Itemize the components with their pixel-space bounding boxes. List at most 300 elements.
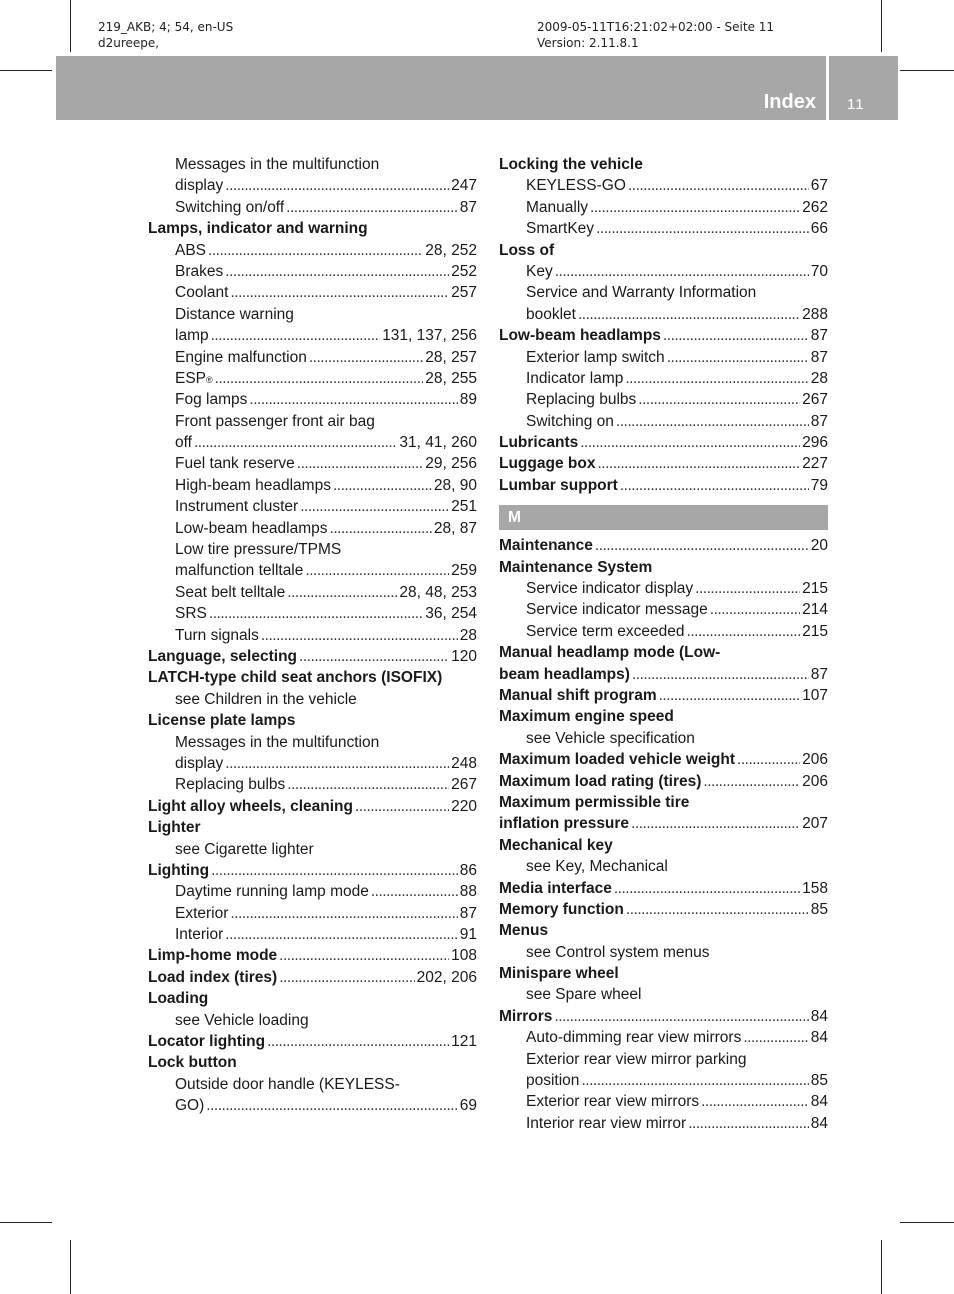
dot-leader xyxy=(638,389,800,410)
dot-leader xyxy=(371,881,458,902)
index-entry xyxy=(148,218,477,239)
doc-code: 219_AKB; 4; 54, en-US xyxy=(98,20,234,34)
dot-leader xyxy=(225,175,449,196)
entry-term: beam headlamps) xyxy=(499,665,630,683)
index-entry xyxy=(499,411,828,432)
entry-term: Exterior rear view mirrors xyxy=(526,1093,700,1111)
version: Version: 2.11.8.1 xyxy=(537,36,639,50)
entry-page: 121 xyxy=(451,1033,477,1051)
entry-term: SRS xyxy=(175,605,207,623)
section-letter-bar xyxy=(499,505,828,530)
entry-term: ESP xyxy=(175,369,207,387)
dot-leader xyxy=(225,261,449,282)
entry-page: 296 xyxy=(802,434,828,452)
index-entry xyxy=(499,1027,828,1048)
index-entry xyxy=(499,642,828,663)
dot-leader xyxy=(632,664,809,685)
entry-term: position xyxy=(526,1072,580,1090)
index-entry xyxy=(148,240,477,261)
index-entry xyxy=(499,835,828,856)
entry-page: 87 xyxy=(810,412,828,430)
index-entry xyxy=(499,197,828,218)
dot-leader xyxy=(628,175,809,196)
dot-leader xyxy=(211,325,381,346)
entry-term: License plate lamps xyxy=(148,712,296,730)
entry-term: Maximum permissible tire xyxy=(499,793,690,811)
index-entry xyxy=(499,1049,828,1070)
index-entry xyxy=(499,432,828,453)
dot-leader xyxy=(215,368,424,389)
entry-term: Exterior lamp switch xyxy=(526,348,665,366)
dot-leader xyxy=(267,1031,449,1052)
entry-page: 28, 255 xyxy=(425,369,477,387)
index-entry xyxy=(148,453,477,474)
dot-leader xyxy=(206,1095,457,1116)
entry-term: Light alloy wheels, cleaning xyxy=(148,797,353,815)
index-entry xyxy=(499,557,828,578)
dot-leader xyxy=(279,945,449,966)
index-entry xyxy=(148,945,477,966)
index-entry xyxy=(499,984,828,1005)
entry-page: 202, 206 xyxy=(416,968,477,986)
index-entry xyxy=(148,689,477,710)
entry-page: 85 xyxy=(810,1072,828,1090)
entry-page: 28, 48, 253 xyxy=(399,583,477,601)
index-entry: ESP ® . . . 28, 255 xyxy=(148,368,477,389)
entry-term: Low tire pressure/TPMS xyxy=(175,541,342,559)
entry-term: Service indicator display xyxy=(526,580,694,598)
entry-page: 108 xyxy=(451,947,477,965)
entry-page: 28, 252 xyxy=(425,241,477,259)
entry-page: 288 xyxy=(802,305,828,323)
dot-leader xyxy=(667,347,809,368)
dot-leader xyxy=(626,899,809,920)
index-entry xyxy=(499,813,828,834)
index-entry xyxy=(499,282,828,303)
index-group-l xyxy=(499,154,828,496)
entry-term: Turn signals xyxy=(175,626,259,644)
index-entry xyxy=(499,963,828,984)
dot-leader xyxy=(300,496,449,517)
index-entry xyxy=(148,774,477,795)
index-entry xyxy=(148,518,477,539)
index-entry xyxy=(499,535,828,556)
entry-term: Brakes xyxy=(175,262,224,280)
entry-page: 84 xyxy=(810,1029,828,1047)
index-entry xyxy=(499,856,828,877)
entry-page: 66 xyxy=(810,220,828,238)
entry-page: 79 xyxy=(810,476,828,494)
dot-leader xyxy=(305,560,449,581)
index-entry xyxy=(499,347,828,368)
crop-mark xyxy=(900,70,954,71)
dot-leader xyxy=(299,646,449,667)
index-entry xyxy=(499,261,828,282)
entry-page: 267 xyxy=(802,391,828,409)
entry-term: Maintenance System xyxy=(499,558,653,576)
entry-term: LATCH-type child seat anchors (ISOFIX) xyxy=(148,669,443,687)
index-entry xyxy=(499,453,828,474)
index-entry xyxy=(499,389,828,410)
dot-leader xyxy=(597,453,800,474)
entry-term: Menus xyxy=(499,922,549,940)
dot-leader xyxy=(595,535,809,556)
index-entry xyxy=(499,664,828,685)
index-entry xyxy=(148,496,477,517)
index-entry xyxy=(148,475,477,496)
entry-page: 215 xyxy=(802,580,828,598)
entry-term: Coolant xyxy=(175,284,229,302)
entry-term: Switching on/off xyxy=(175,198,285,216)
entry-page: 67 xyxy=(810,177,828,195)
entry-term: display xyxy=(175,177,224,195)
index-entry xyxy=(499,771,828,792)
entry-page: 252 xyxy=(451,262,477,280)
index-entry xyxy=(499,1070,828,1091)
entry-term: Replacing bulbs xyxy=(526,391,637,409)
crop-mark xyxy=(70,1240,71,1294)
index-entry xyxy=(148,988,477,1009)
dot-leader xyxy=(249,389,457,410)
index-entry xyxy=(148,282,477,303)
dot-leader xyxy=(625,368,808,389)
dot-leader xyxy=(225,753,449,774)
entry-term: see Vehicle specification xyxy=(526,729,695,747)
index-entry xyxy=(148,817,477,838)
dot-leader xyxy=(330,518,432,539)
dot-leader xyxy=(687,621,801,642)
entry-term: Locator lighting xyxy=(148,1033,266,1051)
crop-mark xyxy=(881,1240,882,1294)
index-entry xyxy=(148,839,477,860)
index-entry xyxy=(499,240,828,261)
entry-page: 69 xyxy=(459,1097,477,1115)
crop-mark xyxy=(900,1222,954,1223)
entry-page: 257 xyxy=(451,284,477,302)
print-meta-left xyxy=(98,19,233,51)
index-entry xyxy=(499,899,828,920)
print-meta-right xyxy=(537,19,774,51)
entry-term: Front passenger front air bag xyxy=(175,412,375,430)
entry-page: 120 xyxy=(451,647,477,665)
entry-term: Daytime running lamp mode xyxy=(175,883,369,901)
index-entry xyxy=(148,582,477,603)
dot-leader xyxy=(225,924,458,945)
entry-page: 29, 256 xyxy=(425,455,477,473)
index-entry xyxy=(148,924,477,945)
index-entry xyxy=(148,411,477,432)
entry-page: 85 xyxy=(810,900,828,918)
entry-page: 220 xyxy=(451,797,477,815)
crop-mark xyxy=(0,1222,52,1223)
entry-term: Maintenance xyxy=(499,537,593,555)
entry-page: 87 xyxy=(459,904,477,922)
entry-page: 28, 87 xyxy=(433,519,477,537)
entry-page: 88 xyxy=(459,883,477,901)
index-column-left xyxy=(148,154,477,1117)
entry-term: Lighter xyxy=(148,819,201,837)
timestamp: 2009-05-11T16:21:02+02:00 - Seite 11 xyxy=(537,20,775,34)
dot-leader xyxy=(688,1113,809,1134)
entry-term: Manually xyxy=(526,198,589,216)
entry-page: 70 xyxy=(810,262,828,280)
entry-term: Manual shift program xyxy=(499,686,657,704)
index-entry xyxy=(148,646,477,667)
entry-term: Low-beam headlamps xyxy=(175,519,328,537)
header-banner xyxy=(56,56,826,120)
entry-term: Luggage box xyxy=(499,455,596,473)
entry-term: Switching on xyxy=(526,412,614,430)
entry-term: Exterior rear view mirror parking xyxy=(526,1050,747,1068)
entry-term: see Control system menus xyxy=(526,943,710,961)
entry-page: 28 xyxy=(459,626,477,644)
index-entry xyxy=(499,175,828,196)
index-entry xyxy=(499,920,828,941)
index-entry xyxy=(499,599,828,620)
index-entry xyxy=(499,749,828,770)
entry-term: inflation pressure xyxy=(499,815,630,833)
entry-term: Maximum loaded vehicle weight xyxy=(499,751,736,769)
entry-page: 87 xyxy=(810,665,828,683)
entry-term: Language, selecting xyxy=(148,647,298,665)
entry-term: Messages in the multifunction xyxy=(175,733,380,751)
dot-leader xyxy=(555,261,809,282)
entry-term: Lumbar support xyxy=(499,476,618,494)
entry-term: Outside door handle (KEYLESS- xyxy=(175,1075,400,1093)
index-entry xyxy=(499,942,828,963)
index-entry xyxy=(148,197,477,218)
crop-mark xyxy=(70,0,71,52)
entry-term: Interior xyxy=(175,926,224,944)
index-entry xyxy=(499,325,828,346)
dot-leader xyxy=(309,347,423,368)
index-entry xyxy=(148,903,477,924)
entry-term: Exterior xyxy=(175,904,229,922)
dot-leader xyxy=(663,325,809,346)
index-entry xyxy=(148,710,477,731)
index-entry xyxy=(148,1010,477,1031)
entry-term: Lubricants xyxy=(499,434,579,452)
index-entry xyxy=(499,706,828,727)
index-group-m xyxy=(499,535,828,1134)
entry-page: 206 xyxy=(802,751,828,769)
dot-leader xyxy=(596,218,809,239)
entry-page: 248 xyxy=(451,754,477,772)
entry-term: Messages in the multifunction xyxy=(175,156,380,173)
index-entry xyxy=(148,347,477,368)
dot-leader xyxy=(333,475,432,496)
entry-term: Load index (tires) xyxy=(148,968,278,986)
entry-page: 89 xyxy=(459,391,477,409)
entry-term: Replacing bulbs xyxy=(175,776,286,794)
entry-page: 158 xyxy=(802,879,828,897)
entry-page: 206 xyxy=(802,772,828,790)
entry-term: Minispare wheel xyxy=(499,965,619,983)
index-entry xyxy=(148,881,477,902)
dot-leader xyxy=(230,282,449,303)
entry-term: Limp-home mode xyxy=(148,947,278,965)
index-entry xyxy=(499,878,828,899)
entry-term: Key xyxy=(526,262,553,280)
dot-leader xyxy=(631,813,800,834)
dot-leader xyxy=(279,967,414,988)
dot-leader xyxy=(230,903,457,924)
entry-term: Service term exceeded xyxy=(526,622,685,640)
index-entry xyxy=(148,603,477,624)
entry-term: Service and Warranty Information xyxy=(526,284,757,302)
index-entry xyxy=(499,578,828,599)
dot-leader xyxy=(701,1091,809,1112)
index-entry xyxy=(148,1031,477,1052)
entry-page: 259 xyxy=(451,562,477,580)
index-entry xyxy=(148,432,477,453)
index-entry xyxy=(499,368,828,389)
entry-term: see Key, Mechanical xyxy=(526,858,668,876)
crop-mark xyxy=(0,70,52,71)
index-entry xyxy=(499,218,828,239)
dot-leader xyxy=(710,599,800,620)
entry-term: Fog lamps xyxy=(175,391,248,409)
entry-term: Lighting xyxy=(148,861,210,879)
index-entry xyxy=(499,1113,828,1134)
index-entry xyxy=(148,1074,477,1095)
index-entry xyxy=(148,325,477,346)
entry-term: Loss of xyxy=(499,241,555,259)
index-entry xyxy=(148,175,477,196)
entry-term: Media interface xyxy=(499,879,612,897)
entry-page: 28 xyxy=(810,369,828,387)
dot-leader xyxy=(297,453,424,474)
dot-leader xyxy=(737,749,800,770)
index-entry xyxy=(499,792,828,813)
dot-leader xyxy=(703,771,800,792)
entry-term: SmartKey xyxy=(526,220,595,238)
entry-term: Locking the vehicle xyxy=(499,156,643,173)
entry-page: 107 xyxy=(802,686,828,704)
entry-term: Fuel tank reserve xyxy=(175,455,295,473)
entry-term: GO) xyxy=(175,1097,205,1115)
dot-leader xyxy=(287,774,449,795)
entry-page: 28, 257 xyxy=(425,348,477,366)
dot-leader xyxy=(209,603,423,624)
page-number-box xyxy=(829,56,898,120)
index-entry xyxy=(499,1006,828,1027)
entry-page: 227 xyxy=(802,455,828,473)
index-entry xyxy=(148,732,477,753)
entry-term: Maximum load rating (tires) xyxy=(499,772,702,790)
entry-term: Mirrors xyxy=(499,1007,553,1025)
entry-page: 86 xyxy=(459,861,477,879)
entry-term: Service indicator message xyxy=(526,601,708,619)
entry-term: Lamps, indicator and warning xyxy=(148,220,368,238)
dot-leader xyxy=(211,860,458,881)
entry-term: High-beam headlamps xyxy=(175,476,331,494)
index-column-right xyxy=(499,154,828,1134)
entry-page: 214 xyxy=(802,601,828,619)
entry-term: Distance warning xyxy=(175,305,294,323)
dot-leader xyxy=(695,578,800,599)
entry-page: 87 xyxy=(810,348,828,366)
dot-leader xyxy=(578,304,800,325)
index-entry xyxy=(499,728,828,749)
index-entry xyxy=(148,304,477,325)
dot-leader xyxy=(580,432,800,453)
index-entry xyxy=(148,967,477,988)
entry-term: see Cigarette lighter xyxy=(175,840,314,858)
index-entry xyxy=(148,261,477,282)
index-entry xyxy=(499,304,828,325)
entry-term: Engine malfunction xyxy=(175,348,307,366)
entry-page: 91 xyxy=(459,926,477,944)
index-entry xyxy=(499,154,828,175)
entry-term: display xyxy=(175,754,224,772)
entry-term: KEYLESS-GO xyxy=(526,177,626,195)
entry-page: 87 xyxy=(459,198,477,216)
dot-leader xyxy=(614,878,800,899)
entry-term: Maximum engine speed xyxy=(499,708,674,726)
entry-term: Low-beam headlamps xyxy=(499,327,661,345)
entry-term: Indicator lamp xyxy=(526,369,624,387)
entry-page: 36, 254 xyxy=(425,605,477,623)
entry-term: ABS xyxy=(175,241,207,259)
dot-leader xyxy=(287,582,397,603)
entry-term: see Children in the vehicle xyxy=(175,690,357,708)
entry-page: 247 xyxy=(451,177,477,195)
entry-term: booklet xyxy=(526,305,576,323)
entry-term: Seat belt telltale xyxy=(175,583,286,601)
entry-page: 84 xyxy=(810,1114,828,1132)
entry-term: lamp xyxy=(175,327,209,345)
entry-page: 251 xyxy=(451,498,477,516)
dot-leader xyxy=(620,475,809,496)
dot-leader xyxy=(286,197,458,218)
index-entry xyxy=(499,621,828,642)
entry-page: 20 xyxy=(810,537,828,555)
index-entry xyxy=(148,753,477,774)
dot-leader xyxy=(659,685,801,706)
entry-term: Lock button xyxy=(148,1054,237,1072)
page-number: 11 xyxy=(847,96,865,113)
index-entry xyxy=(499,1091,828,1112)
entry-term: Auto-dimming rear view mirrors xyxy=(526,1029,742,1047)
index-entry xyxy=(148,1095,477,1116)
index-entry xyxy=(148,667,477,688)
index-entry xyxy=(148,539,477,560)
page-title: Index xyxy=(763,91,816,113)
entry-term: Mechanical key xyxy=(499,836,613,854)
entry-term: Loading xyxy=(148,990,209,1008)
index-entry xyxy=(499,685,828,706)
entry-term: see Vehicle loading xyxy=(175,1011,309,1029)
index-entry xyxy=(148,389,477,410)
dot-leader xyxy=(355,796,449,817)
entry-page: 84 xyxy=(810,1093,828,1111)
dot-leader xyxy=(208,240,423,261)
index-entry xyxy=(148,625,477,646)
dot-leader xyxy=(581,1070,808,1091)
entry-page: 28, 90 xyxy=(433,476,477,494)
entry-term: Manual headlamp mode (Low- xyxy=(499,644,721,662)
entry-page: 31, 41, 260 xyxy=(399,434,477,452)
dot-leader xyxy=(194,432,397,453)
index-entry xyxy=(148,560,477,581)
dot-leader xyxy=(590,197,800,218)
entry-term: Instrument cluster xyxy=(175,498,299,516)
index-entry xyxy=(148,860,477,881)
entry-page: 131, 137, 256 xyxy=(382,327,477,345)
entry-page: 267 xyxy=(451,776,477,794)
entry-page: 207 xyxy=(802,815,828,833)
